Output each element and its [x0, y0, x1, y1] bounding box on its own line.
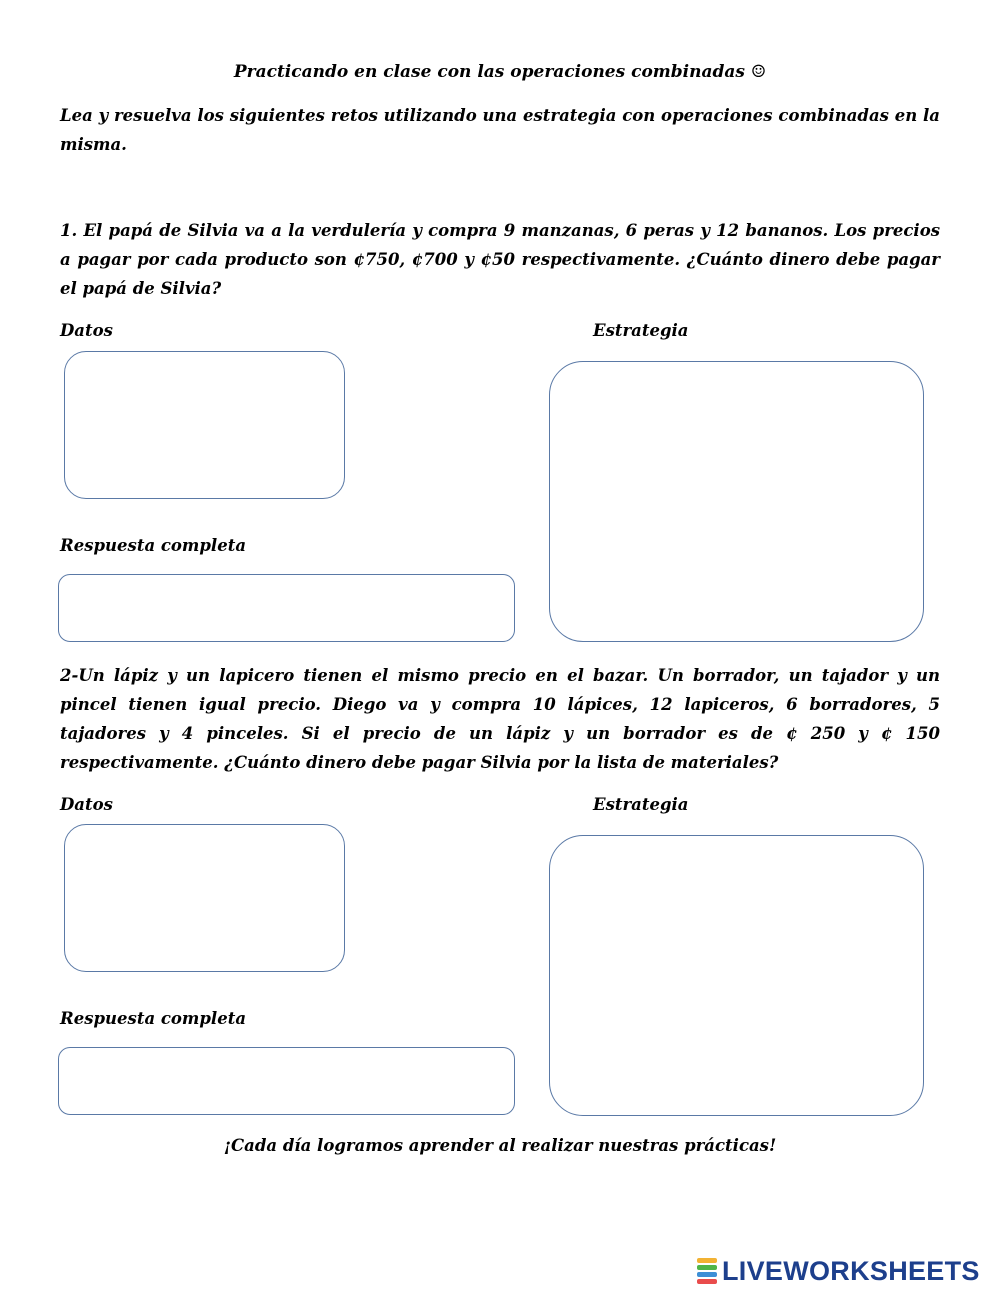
problem-2-respuesta-label: Respuesta completa: [60, 1009, 247, 1028]
problem-1-estrategia-box[interactable]: [549, 361, 924, 642]
logo-mark-icon: [697, 1258, 717, 1284]
worksheet-title: Practicando en clase con las operaciones combinadas ☺: [233, 62, 767, 82]
logo-bar-1: [697, 1258, 717, 1263]
logo-text: LIVEWORKSHEETS: [722, 1255, 980, 1286]
problem-1-estrategia-label: Estrategia: [593, 321, 689, 340]
logo-bar-4: [697, 1279, 717, 1284]
instructions: Lea y resuelva los siguientes retos utilizando una estrategia con operaciones combinadas en la misma.: [60, 106, 940, 154]
logo-bar-2: [697, 1265, 717, 1270]
logo-bar-3: [697, 1272, 717, 1277]
problem-1-datos-box[interactable]: [64, 351, 345, 499]
footer-message: ¡Cada día logramos aprender al realizar nuestras prácticas!: [223, 1136, 777, 1155]
problem-2-respuesta-box[interactable]: [58, 1047, 515, 1115]
problem-1-respuesta-box[interactable]: [58, 574, 515, 642]
problem-2-datos-box[interactable]: [64, 824, 345, 972]
problem-2-estrategia-box[interactable]: [549, 835, 924, 1116]
problem-2-datos-label: Datos: [60, 795, 113, 814]
problem-1-text: 1. El papá de Silvia va a la verdulería y compra 9 manzanas, 6 peras y 12 bananos. Los precios a pagar por cada producto son ¢750, ¢700 y ¢50 respectivamente. ¿Cuánto dinero debe pagar el papá de Silvia?: [60, 221, 940, 298]
problem-2-estrategia-label: Estrategia: [593, 795, 689, 814]
problem-1-respuesta-label: Respuesta completa: [60, 536, 247, 555]
problem-2-text: 2-Un lápiz y un lapicero tienen el mismo precio en el bazar. Un borrador, un tajador y un pincel tienen igual precio. Diego va y compra 10 lápices, 12 lapiceros, 6 borradores, 5 tajadores y 4 pinceles. Si el precio de un lápiz y un borrador es de ¢ 250 y ¢ 150 respectivamente. ¿Cuánto dinero debe pagar Silvia por la lista de materiales?: [60, 666, 940, 772]
liveworksheets-logo: [697, 1256, 980, 1286]
problem-1-datos-label: Datos: [60, 321, 113, 340]
